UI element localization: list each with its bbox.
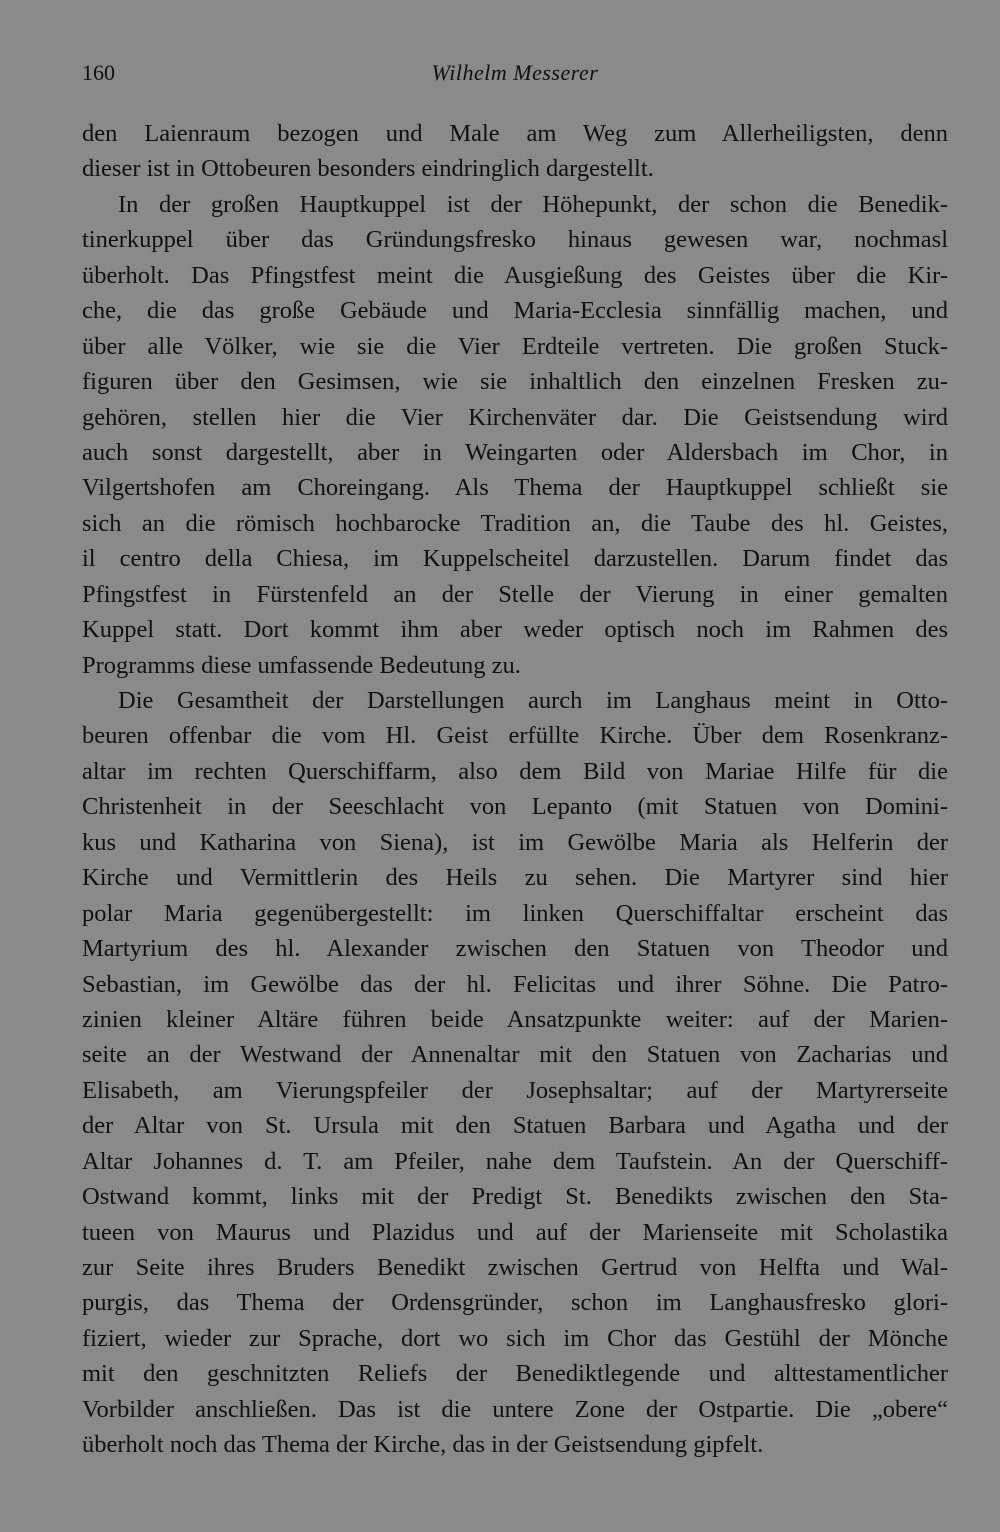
text-line: Martyrium des hl. Alexander zwischen den Statuen von Theodor und (82, 935, 948, 963)
text-line: dieser ist in Ottobeuren besonders eindringlich dargestellt. (82, 155, 654, 183)
text-line: den Laienraum bezogen und Male am Weg zum Allerheiligsten, denn (82, 120, 948, 147)
text-line: Pfingstfest in Fürstenfeld an der Stelle der Vierung in einer gemalten (82, 580, 948, 608)
text-line: tinerkuppel über das Gründungsfresko hinaus gewesen war, nochmasl (82, 226, 948, 254)
text-line: Sebastian, im Gewölbe das der hl. Felicitas und ihrer Söhne. Die Patro- (82, 970, 948, 998)
text-line: che, die das große Gebäude und Maria-Ecclesia sinnfällig machen, und (82, 297, 948, 325)
text-line: gehören, stellen hier die Vier Kirchenväter dar. Die Geistsendung wird (82, 403, 948, 431)
text-line: Kuppel statt. Dort kommt ihm aber weder optisch noch im Rahmen des (82, 616, 948, 644)
text-line: Kirche und Vermittlerin des Heils zu sehen. Die Martyrer sind hier (82, 864, 948, 892)
text-line: fiziert, wieder zur Sprache, dort wo sich im Chor das Gestühl der Mönche (82, 1324, 948, 1352)
text-line: mit den geschnitzten Reliefs der Benediktlegende und alttestamentlicher (82, 1360, 948, 1388)
text-line: Vorbilder anschließen. Das ist die untere Zone der Ostpartie. Die „obere“ (82, 1395, 948, 1423)
text-line: zinien kleiner Altäre führen beide Ansatzpunkte weiter: auf der Marien- (82, 1005, 948, 1033)
text-line: kus und Katharina von Siena), ist im Gewölbe Maria als Helferin der (82, 828, 948, 856)
running-head (82, 60, 948, 92)
text-line: In der großen Hauptkuppel ist der Höhepunkt, der schon die Benedik- (118, 190, 948, 218)
page-number: 160 (82, 60, 115, 85)
text-line: Die Gesamtheit der Darstellungen aurch im Langhaus meint in Otto- (118, 687, 948, 714)
text-line: Elisabeth, am Vierungspfeiler der Josephsaltar; auf der Martyrerseite (82, 1076, 948, 1104)
text-line: beuren offenbar die vom Hl. Geist erfüllte Kirche. Über dem Rosenkranz- (82, 722, 948, 750)
text-line: überholt noch das Thema der Kirche, das in der Geistsendung gipfelt. (82, 1431, 764, 1459)
text-line: Ostwand kommt, links mit der Predigt St. Benedikts zwischen den Sta- (82, 1183, 948, 1211)
text-line: Programms diese umfassende Bedeutung zu. (82, 651, 521, 679)
text-line: überholt. Das Pfingstfest meint die Ausgießung des Geistes über die Kir- (82, 261, 948, 289)
text-line: tueen von Maurus und Plazidus und auf der Marienseite mit Scholastika (82, 1218, 948, 1246)
text-line: altar im rechten Querschiffarm, also dem Bild von Mariae Hilfe für die (82, 757, 948, 785)
text-line: der Altar von St. Ursula mit den Statuen Barbara und Agatha und der (82, 1112, 948, 1140)
text-line: auch sonst dargestellt, aber in Weingarten oder Aldersbach im Chor, in (82, 438, 948, 466)
text-line: über alle Völker, wie sie die Vier Erdteile vertreten. Die großen Stuck- (82, 332, 948, 360)
text-line: Vilgertshofen am Choreingang. Als Thema der Hauptkuppel schließt sie (82, 474, 948, 502)
text-line: purgis, das Thema der Ordensgründer, schon im Langhausfresko glori- (82, 1289, 948, 1317)
text-line: sich an die römisch hochbarocke Tradition an, die Taube des hl. Geistes, (82, 509, 948, 537)
text-line: zur Seite ihres Bruders Benedikt zwischen Gertrud von Helfta und Wal- (82, 1254, 948, 1281)
text-line: il centro della Chiesa, im Kuppelscheitel darzustellen. Darum findet das (82, 545, 948, 573)
text-line: Christenheit in der Seeschlacht von Lepanto (mit Statuen von Domini- (82, 793, 948, 821)
running-head-author: Wilhelm Messerer (431, 60, 599, 85)
text-line: seite an der Westwand der Annenaltar mit den Statuen von Zacharias und (82, 1041, 948, 1069)
body-text (82, 116, 948, 1463)
text-line: figuren über den Gesimsen, wie sie inhaltlich den einzelnen Fresken zu- (82, 368, 948, 396)
text-line: Altar Johannes d. T. am Pfeiler, nahe dem Taufstein. An der Querschiff- (82, 1147, 948, 1175)
text-line: polar Maria gegenübergestellt: im linken Querschiffaltar erscheint das (82, 899, 948, 927)
